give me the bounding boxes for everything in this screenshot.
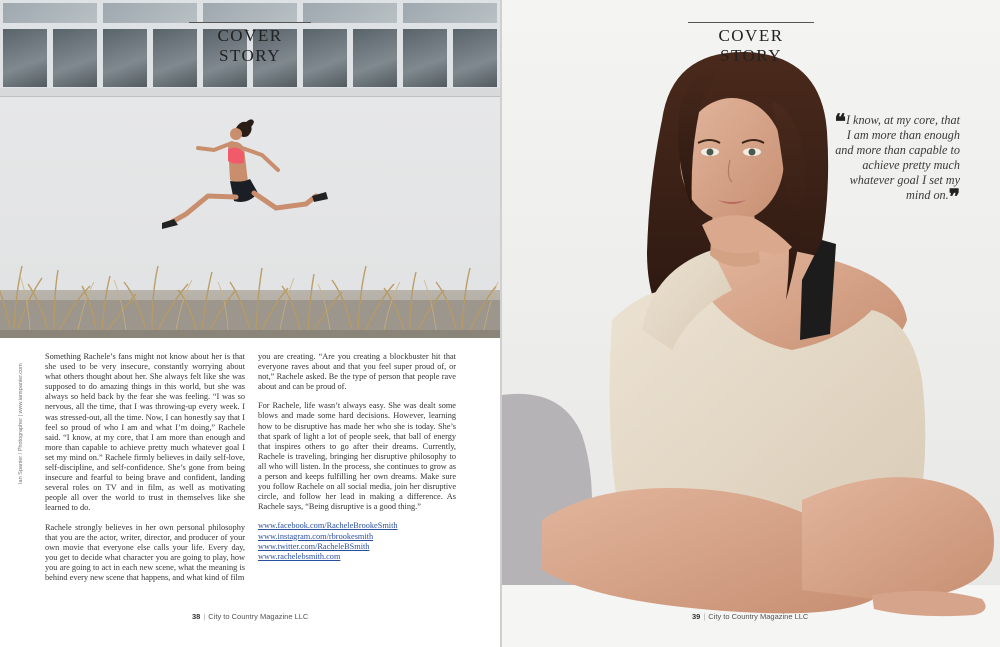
right-page xyxy=(502,0,1000,647)
article-paragraph: Rachele strongly believes in her own personal philosophy that you are the actor, writer, director, and producer of your own movie that everyone else calls your life. Every day, you get to decide what character you are going to play, how you are going to act in each new scene, what the meaning is behind every new scene that happens, and what kind of film xyxy=(45,522,245,582)
publisher-name: City to Country Magazine LLC xyxy=(208,612,309,621)
article-paragraph: you are creating. “Are you creating a blockbuster hit that everyone raves about and that you feel super proud of, or not,” Rachele asked. Be the type of person that people rave about and can be proud of. xyxy=(258,352,456,392)
open-quote-icon: ❝ xyxy=(834,110,846,134)
page-footer: 38 | City to Country Magazine LLC xyxy=(192,612,309,621)
close-quote-icon: ❞ xyxy=(948,185,960,209)
page-footer: 39 | City to Country Magazine LLC xyxy=(692,612,809,621)
twitter-link[interactable]: www.twitter.com/RacheleBSmith xyxy=(258,542,370,551)
facebook-link[interactable]: www.facebook.com/RacheleBrookeSmith xyxy=(258,521,398,531)
article-column-1 xyxy=(45,352,245,592)
photo-credit: Ian Spanier / Photographer | www.ianspanier.com xyxy=(18,363,24,484)
instagram-link[interactable]: www.instagram.com/rbrookesmith xyxy=(258,531,374,541)
pull-quote-text: I know, at my core, that I am more than enough and more than capable to achieve pretty much whatever goal I set my mind on. xyxy=(835,113,960,202)
page-number: 38 xyxy=(192,612,201,621)
article-column-2 xyxy=(258,352,456,563)
publisher-name: City to Country Magazine LLC xyxy=(708,612,809,621)
ornamental-grass xyxy=(0,258,500,338)
article-paragraph: Something Rachele’s fans might not know about her is that she used to be very insecure, constantly worrying about what others thought about her. She always felt like she was supposed to do amazing things in this world, but she was always so held back by the fear she was feeling. “I was so nervous, all the time, that I was throwing-up every week. I was stressed-out, all the time. Now, I can honestly say that I feel so proud of who I am and what I’m doing,” Rachele said. “I know, at my core, that I am more than enough and more than capable to achieve pretty much whatever goal I set my mind on.” Rachele firmly believes in daily self-love, self-discipline, and self-confidence. She’s gone from being insecure and fearful to being brave and confident, landing several roles on TV and in film, as well as motivating people all over the world to trust in themselves like she learned to do. xyxy=(45,352,245,513)
article-paragraph: For Rachele, life wasn’t always easy. She was dealt some blows and made some hard decisions. However, learning how to be disruptive has made her who she is today. She’s that spark of light a lot of people seek, that ball of energy that inspires others to go after their dreams. Currently, Rachele is traveling, bringing her disruptive philosophy to all who will listen. In the process, she continues to grow as a person and keeps fulfilling her own dreams. Make sure you follow Rachele on all social media, join her disruptive circle, and follow her lead in making a difference. As Rachele says, “Being disruptive is a good thing.” xyxy=(258,401,456,512)
section-title: COVER STORY xyxy=(688,22,814,66)
social-links xyxy=(258,521,456,562)
section-title: COVER STORY xyxy=(189,22,311,66)
cover-portrait-photo xyxy=(502,0,1000,647)
page-number: 39 xyxy=(692,612,701,621)
pull-quote xyxy=(830,110,960,209)
website-link[interactable]: www.rachelebsmith.com xyxy=(258,552,341,562)
